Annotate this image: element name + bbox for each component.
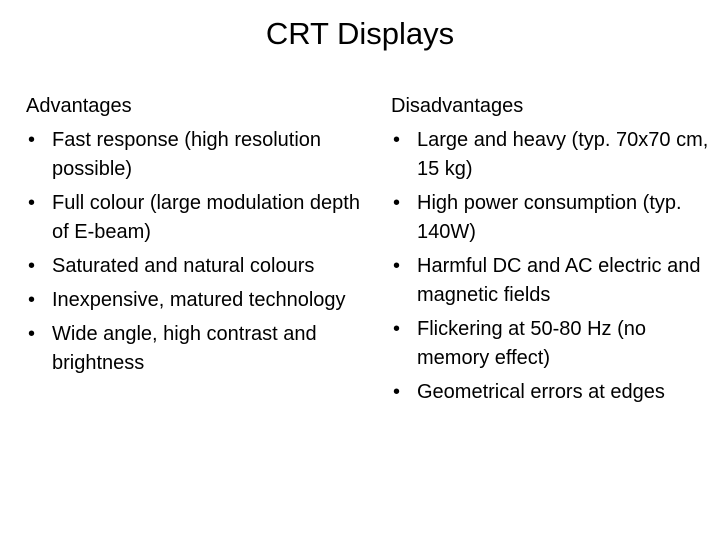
list-item (391, 189, 709, 247)
list-item (26, 126, 366, 184)
list-item (26, 320, 366, 378)
list-item-text: Full colour (large modulation depth of E-beam) (52, 192, 360, 243)
bullet-icon: • (393, 381, 401, 403)
list-item-text: Saturated and natural colours (52, 255, 315, 277)
list-item-text: High power consumption (typ. 140W) (417, 192, 682, 243)
bullet-icon: • (28, 255, 36, 277)
list-item-text: Wide angle, high contrast and brightness (52, 323, 317, 374)
disadvantages-column (391, 92, 709, 412)
bullet-icon: • (28, 323, 36, 345)
disadvantages-list (391, 126, 709, 407)
slide-title: CRT Displays (265, 16, 455, 51)
list-item-text: Inexpensive, matured technology (52, 289, 346, 311)
list-item (391, 315, 709, 373)
bullet-icon: • (393, 255, 401, 277)
list-item (391, 378, 709, 407)
list-item (26, 189, 366, 247)
bullet-icon: • (28, 129, 36, 151)
list-item (391, 126, 709, 184)
advantages-column (26, 92, 366, 383)
list-item-text: Large and heavy (typ. 70x70 cm, 15 kg) (417, 129, 709, 180)
bullet-icon: • (393, 129, 401, 151)
list-item-text: Harmful DC and AC electric and magnetic fields (417, 255, 701, 306)
bullet-icon: • (28, 192, 36, 214)
advantages-heading: Advantages (26, 95, 132, 117)
list-item-text: Fast response (high resolution possible) (52, 129, 322, 180)
list-item-text: Flickering at 50-80 Hz (no memory effect) (417, 318, 646, 369)
list-item-text: Geometrical errors at edges (417, 381, 665, 403)
bullet-icon: • (393, 318, 401, 340)
advantages-list (26, 126, 366, 378)
disadvantages-heading: Disadvantages (391, 95, 524, 117)
list-item (391, 252, 709, 310)
bullet-icon: • (28, 289, 36, 311)
bullet-icon: • (393, 192, 401, 214)
list-item (26, 286, 366, 315)
list-item (26, 252, 366, 281)
